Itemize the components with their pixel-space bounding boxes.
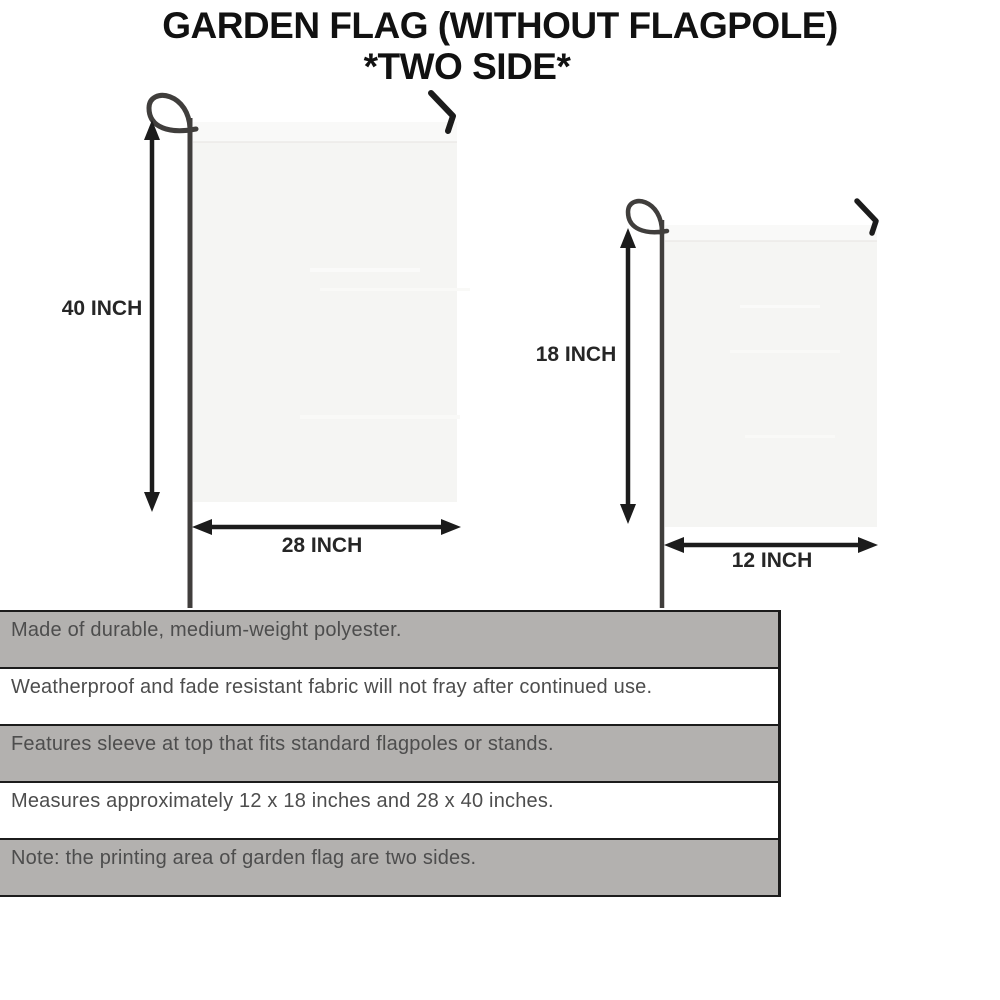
title-line-2: *TWO SIDE*: [363, 45, 571, 87]
feature-row-sleeve: Features sleeve at top that fits standard flagpoles or stands.: [0, 726, 778, 783]
small-flag-height-label: 18 INCH: [535, 343, 617, 366]
small-flag-height-arrow: [620, 228, 636, 524]
large-flag-panel: [193, 122, 457, 502]
small-flag-diagram: [620, 201, 878, 608]
feature-row-weatherproof: Weatherproof and fade resistant fabric will not fray after continued use.: [0, 669, 778, 726]
small-flag-width-label: 12 INCH: [731, 549, 813, 572]
feature-table: [0, 610, 781, 897]
large-flag-width-arrow: [192, 519, 461, 535]
small-flag-sleeve: [665, 225, 877, 241]
large-flag-diagram: [144, 93, 470, 608]
title-line-1: GARDEN FLAG (WITHOUT FLAGPOLE): [162, 5, 838, 46]
small-flag-pole-loop: [628, 201, 667, 234]
feature-row-material: Made of durable, medium-weight polyester.: [0, 612, 778, 669]
large-flag-sleeve: [193, 122, 457, 142]
feature-row-note: Note: the printing area of garden flag are two sides.: [0, 840, 778, 897]
feature-row-measurements: Measures approximately 12 x 18 inches and 28 x 40 inches.: [0, 783, 778, 840]
large-flag-width-label: 28 INCH: [281, 534, 363, 557]
small-flag-panel: [665, 225, 877, 527]
large-flag-height-label: 40 INCH: [61, 297, 143, 320]
large-flag-pole-loop: [149, 95, 196, 132]
